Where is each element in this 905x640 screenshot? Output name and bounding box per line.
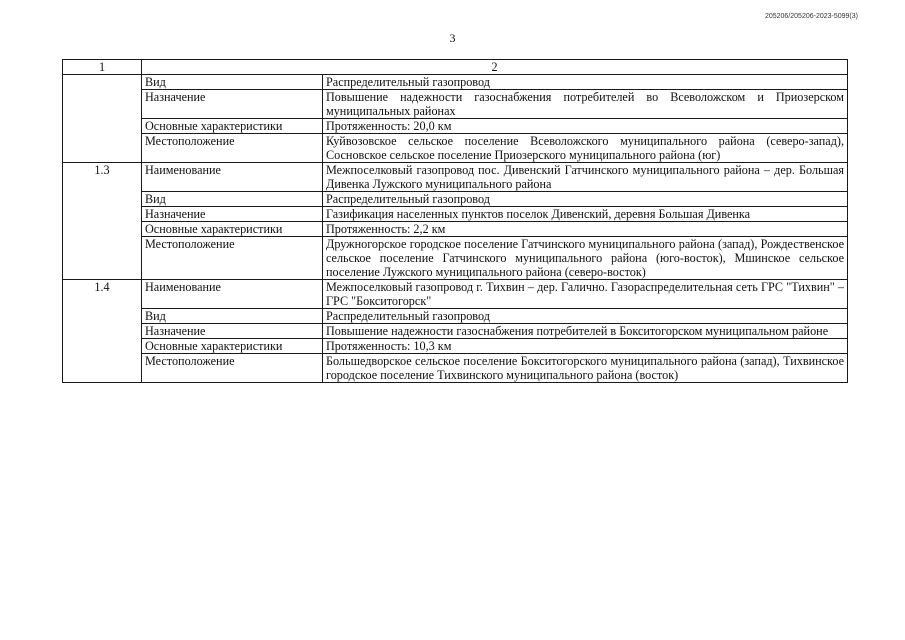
table-row: [63, 163, 848, 192]
table-body: [63, 75, 848, 383]
table-row: [63, 222, 848, 237]
property-value-cell: Распределительный газопровод: [323, 192, 848, 207]
property-label-cell: Наименование: [142, 163, 323, 192]
table-row: [63, 192, 848, 207]
property-label-cell: Вид: [142, 309, 323, 324]
table-row: [63, 119, 848, 134]
table-row: [63, 75, 848, 90]
item-number-cell: 1.4: [63, 280, 142, 383]
property-value-cell: Большедворское сельское поселение Бокситогорского муниципального района (запад), Тихвинское городское поселение Тихвинского муниципального района (восток): [323, 354, 848, 383]
property-label-cell: Вид: [142, 75, 323, 90]
property-label-cell: Местоположение: [142, 354, 323, 383]
property-value-cell: Распределительный газопровод: [323, 75, 848, 90]
property-value-cell: Распределительный газопровод: [323, 309, 848, 324]
property-value-cell: Повышение надежности газоснабжения потребителей во Всеволожском и Приозерском муниципальных районах: [323, 90, 848, 119]
property-value-cell: Протяженность: 2,2 км: [323, 222, 848, 237]
table-row: [63, 90, 848, 119]
document-id: 205206/205206-2023-5099(3): [764, 13, 858, 20]
table-row: [63, 309, 848, 324]
table-row: [63, 207, 848, 222]
property-value-cell: Куйвозовское сельское поселение Всеволожского муниципального района (северо-запад), Сосновское сельское поселение Приозерского муниципального района (юг): [323, 134, 848, 163]
property-value-cell: Газификация населенных пунктов поселок Дивенский, деревня Большая Дивенка: [323, 207, 848, 222]
table-row: [63, 237, 848, 280]
property-label-cell: Местоположение: [142, 134, 323, 163]
gas-pipeline-table: [62, 59, 848, 383]
property-value-cell: Межпоселковый газопровод пос. Дивенский Гатчинского муниципального района – дер. Большая Дивенка Лужского муниципального района: [323, 163, 848, 192]
property-value-cell: Повышение надежности газоснабжения потребителей в Бокситогорском муниципальном районе: [323, 324, 848, 339]
property-label-cell: Назначение: [142, 90, 323, 119]
property-label-cell: Основные характеристики: [142, 339, 323, 354]
property-value-cell: Дружногорское городское поселение Гатчинского муниципального района (запад), Рождественское сельское поселение Гатчинского муниципального района (юго-восток), Мшинское сельское поселение Лужского муниципального района (северо-восток): [323, 237, 848, 280]
table-row: [63, 134, 848, 163]
property-label-cell: Местоположение: [142, 237, 323, 280]
item-number-cell: [63, 75, 142, 163]
table-row: [63, 280, 848, 309]
property-value-cell: Протяженность: 20,0 км: [323, 119, 848, 134]
property-label-cell: Наименование: [142, 280, 323, 309]
item-number-cell: 1.3: [63, 163, 142, 280]
property-value-cell: Межпоселковый газопровод г. Тихвин – дер. Галично. Газораспределительная сеть ГРС "Тихвин" – ГРС "Бокситогорск": [323, 280, 848, 309]
page-number: 3: [449, 31, 456, 45]
table-row: [63, 354, 848, 383]
table-row: [63, 324, 848, 339]
property-label-cell: Основные характеристики: [142, 222, 323, 237]
table-row: [63, 339, 848, 354]
header-col-2: 2: [142, 60, 848, 75]
table-header-row: [63, 60, 848, 75]
property-label-cell: Основные характеристики: [142, 119, 323, 134]
header-col-1: 1: [63, 60, 142, 75]
property-label-cell: Вид: [142, 192, 323, 207]
property-label-cell: Назначение: [142, 324, 323, 339]
property-label-cell: Назначение: [142, 207, 323, 222]
property-value-cell: Протяженность: 10,3 км: [323, 339, 848, 354]
